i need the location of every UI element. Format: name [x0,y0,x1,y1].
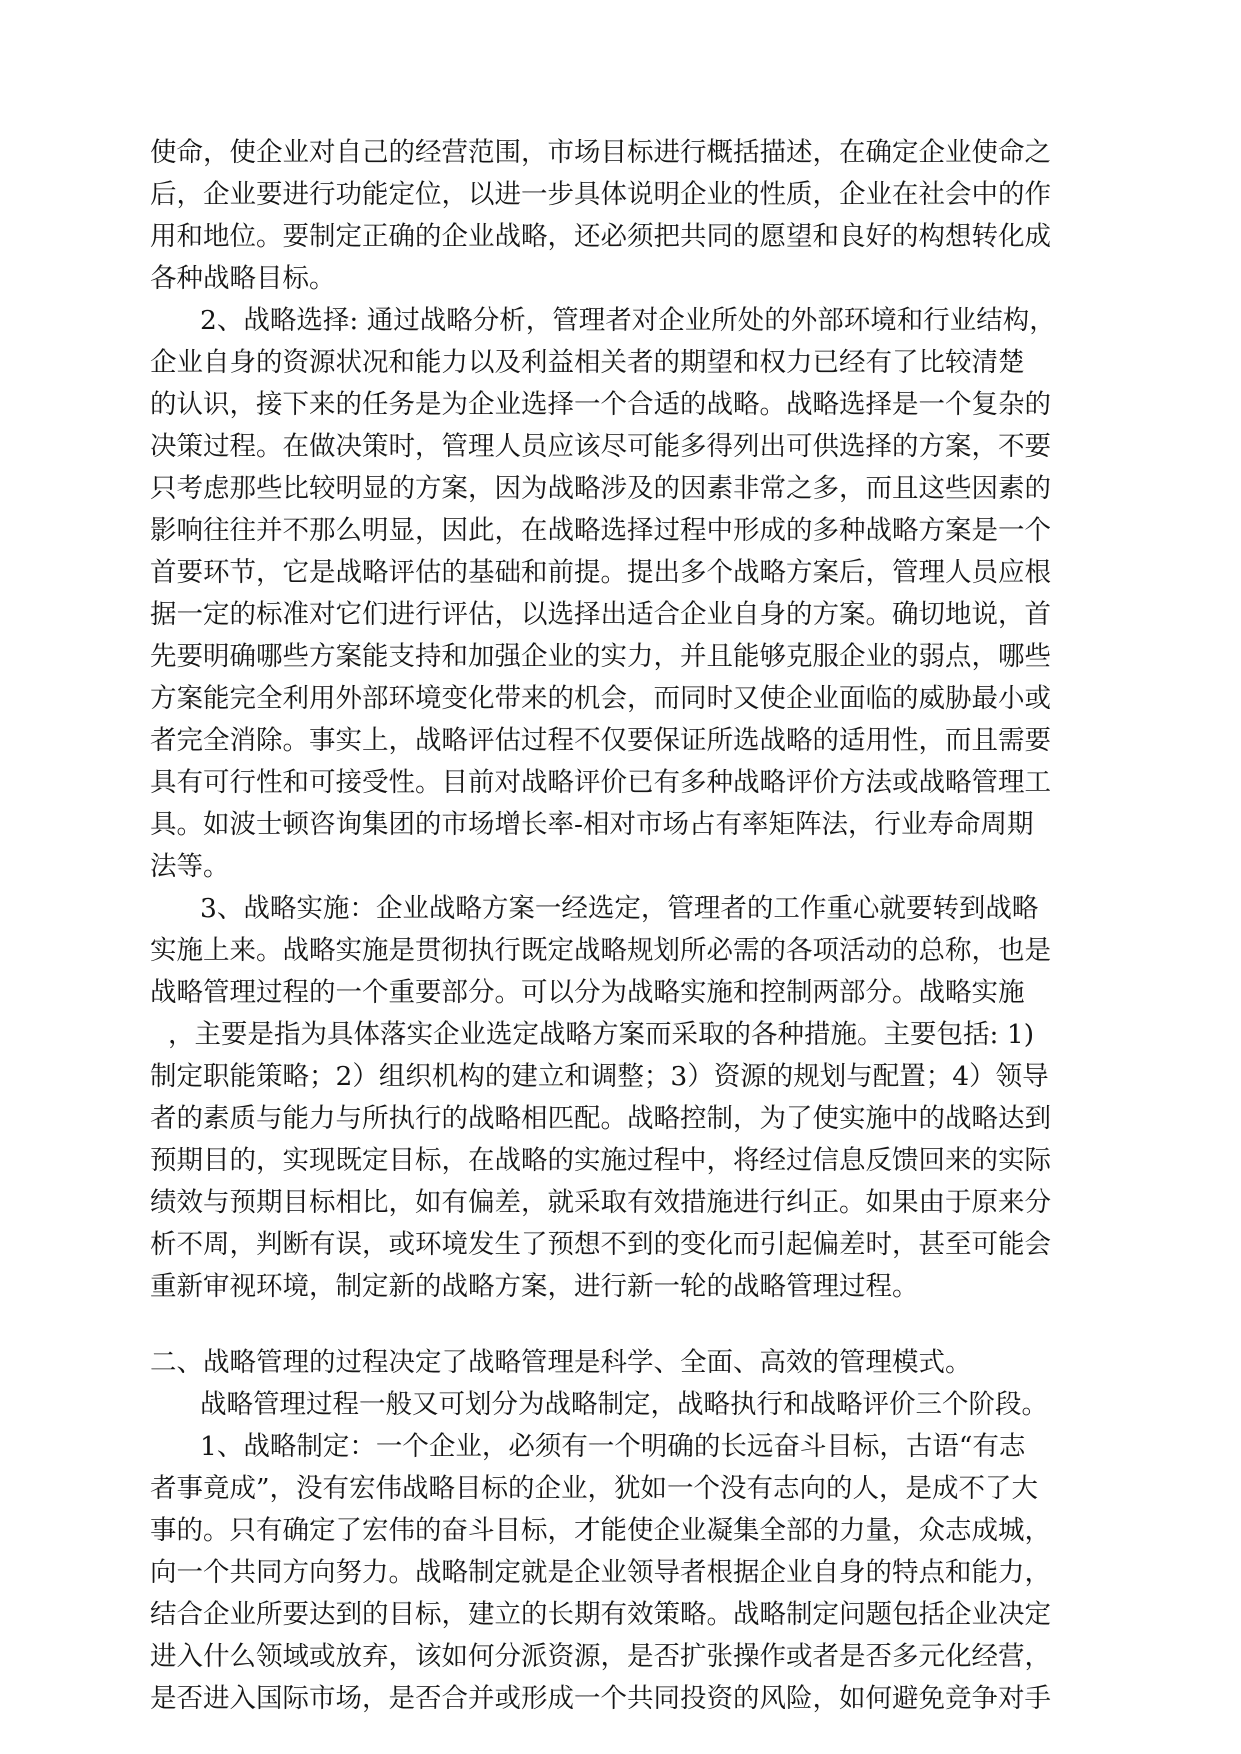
text-line: 析不周，判断有误，或环境发生了预想不到的变化而引起偏差时，甚至可能会 [150,1229,1051,1260]
text-line: 首要环节，它是战略评估的基础和前提。提出多个战略方案后，管理人员应根 [150,557,1051,588]
text-line: 只考虑那些比较明显的方案，因为战略涉及的因素非常之多，而且这些因素的 [150,473,1051,504]
text-line: 先要明确哪些方案能支持和加强企业的实力，并且能够克服企业的弱点，哪些 [150,641,1051,672]
section-heading: 二、战略管理的过程决定了战略管理是科学、全面、高效的管理模式。 [150,1347,972,1378]
text-line: 是否进入国际市场，是否合并或形成一个共同投资的风险，如何避免竞争对手 [150,1683,1051,1714]
text-line: 决策过程。在做决策时，管理人员应该尽可能多得列出可供选择的方案，不要 [150,431,1051,462]
text-line: 者事竟成”，没有宏伟战略目标的企业，犹如一个没有志向的人，是成不了大 [150,1473,1039,1504]
text-line: 法等。 [150,851,230,882]
text-line: 据一定的标准对它们进行评估，以选择出适合企业自身的方案。确切地说，首 [150,599,1051,630]
text-line: 的认识，接下来的任务是为企业选择一个合适的战略。战略选择是一个复杂的 [150,389,1051,420]
text-line: 者的素质与能力与所执行的战略相匹配。战略控制，为了使实施中的战略达到 [150,1103,1051,1134]
text-line: ，主要是指为具体落实企业选定战略方案而采取的各种措施。主要包括: 1) [168,1019,1035,1050]
text-line: 各种战略目标。 [150,263,336,294]
text-line: 3、战略实施：企业战略方案一经选定，管理者的工作重心就要转到战略 [200,893,1039,924]
text-line: 实施上来。战略实施是贯彻执行既定战略规划所必需的各项活动的总称，也是 [150,935,1051,966]
text-line: 结合企业所要达到的目标，建立的长期有效策略。战略制定问题包括企业决定 [150,1599,1051,1630]
text-line: 用和地位。要制定正确的企业战略，还必须把共同的愿望和良好的构想转化成 [150,221,1051,252]
text-line: 方案能完全利用外部环境变化带来的机会，而同时又使企业面临的威胁最小或 [150,683,1051,714]
text-line: 后，企业要进行功能定位，以进一步具体说明企业的性质，企业在社会中的作 [150,179,1051,210]
text-line: 绩效与预期目标相比，如有偏差，就采取有效措施进行纠正。如果由于原来分 [150,1187,1051,1218]
text-line: 1、战略制定：一个企业，必须有一个明确的长远奋斗目标，古语“有志 [200,1431,1026,1462]
text-line: 预期目的，实现既定目标，在战略的实施过程中，将经过信息反馈回来的实际 [150,1145,1051,1176]
text-line: 2、战略选择: 通过战略分析，管理者对企业所处的外部环境和行业结构， [200,305,1056,336]
text-line: 影响往往并不那么明显，因此，在战略选择过程中形成的多种战略方案是一个 [150,515,1051,546]
text-line: 事的。只有确定了宏伟的奋斗目标，才能使企业凝集全部的力量，众志成城， [150,1515,1051,1546]
text-line: 向一个共同方向努力。战略制定就是企业领导者根据企业自身的特点和能力， [150,1557,1051,1588]
text-line: 者完全消除。事实上，战略评估过程不仅要保证所选战略的适用性，而且需要 [150,725,1051,756]
text-line: 具有可行性和可接受性。目前对战略评价已有多种战略评价方法或战略管理工 [150,767,1051,798]
text-line: 使命，使企业对自己的经营范围，市场目标进行概括描述，在确定企业使命之 [150,137,1051,168]
text-line: 重新审视环境，制定新的战略方案，进行新一轮的战略管理过程。 [150,1271,919,1302]
text-line: 战略管理过程一般又可划分为战略制定，战略执行和战略评价三个阶段。 [200,1389,1048,1420]
text-line: 制定职能策略；2）组织机构的建立和调整；3）资源的规划与配置；4）领导 [150,1061,1049,1092]
text-line: 战略管理过程的一个重要部分。可以分为战略实施和控制两部分。战略实施 [150,977,1025,1008]
text-line: 进入什么领域或放弃，该如何分派资源，是否扩张操作或者是否多元化经营， [150,1641,1051,1672]
text-line: 具。如波士顿咨询集团的市场增长率-相对市场占有率矩阵法，行业寿命周期 [150,809,1034,840]
text-line: 企业自身的资源状况和能力以及利益相关者的期望和权力已经有了比较清楚 [150,347,1025,378]
